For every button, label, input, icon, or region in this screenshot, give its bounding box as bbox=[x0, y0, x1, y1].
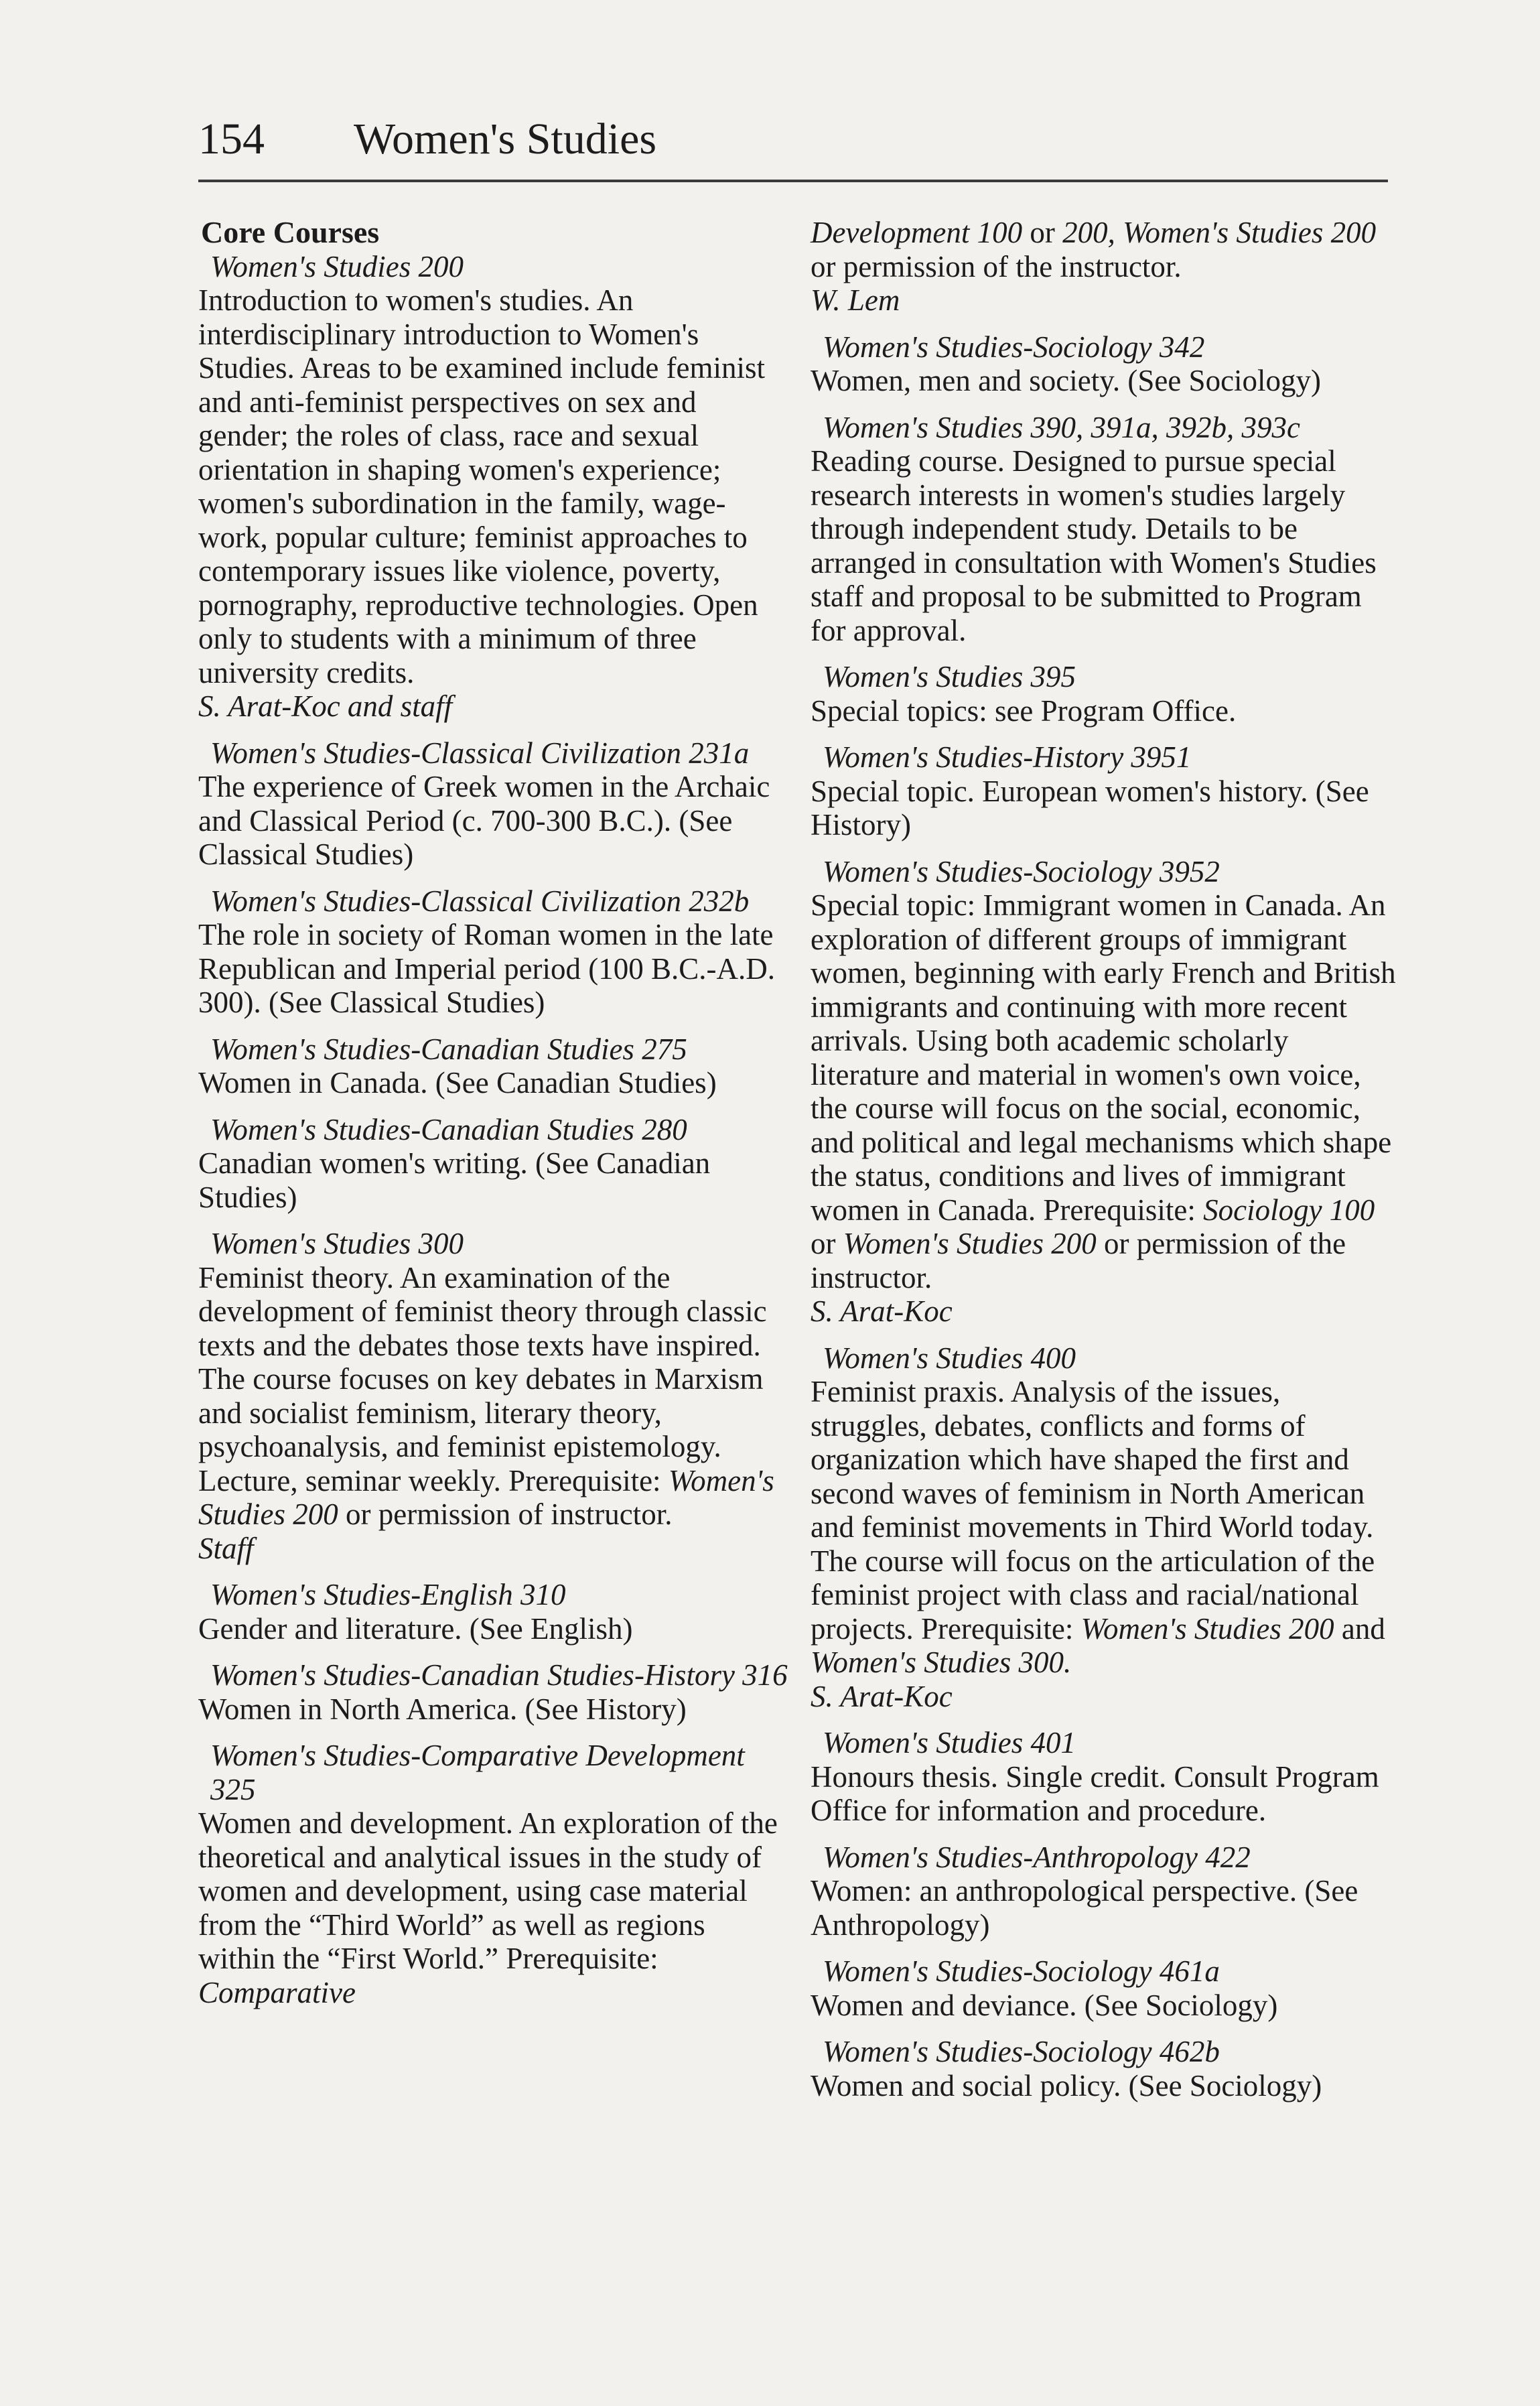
course-title: Women's Studies 400 bbox=[823, 1341, 1076, 1375]
course-entry bbox=[811, 855, 1400, 1329]
prerequisite-course: Sociology 100 bbox=[1203, 1193, 1375, 1227]
course-title: Women's Studies 395 bbox=[823, 660, 1076, 693]
course-title: Women's Studies-Sociology 461a bbox=[823, 1954, 1220, 1988]
page-number: 154 bbox=[198, 115, 265, 163]
description-text: Feminist theory. An examination of the development of feminist theory through classic texts and the debates those texts have inspired. The course focuses on key debates in Marxism and socialist feminism, literary theory, psychoanalysis, and feminist epistemology. Lecture, seminar weekly. Prerequisite: bbox=[198, 1260, 767, 1497]
course-entry bbox=[811, 2035, 1400, 2102]
course-title: Women's Studies-Sociology 3952 bbox=[823, 854, 1220, 888]
course-description: Honours thesis. Single credit. Consult Program Office for information and procedure. bbox=[811, 1759, 1379, 1827]
course-instructor: S. Arat-Koc bbox=[811, 1294, 953, 1328]
course-entry bbox=[198, 1032, 788, 1100]
course-entry bbox=[811, 1954, 1400, 2022]
prerequisite-course: Women's Studies 200 bbox=[1080, 1611, 1334, 1646]
course-entry bbox=[811, 1841, 1400, 1942]
course-description: Special topics: see Program Office. bbox=[811, 693, 1237, 728]
course-title: Women's Studies-Canadian Studies-History 316 bbox=[210, 1658, 788, 1692]
description-text: Special topic: Immigrant women in Canada. An exploration of different groups of immigrant women, beginning with early French and British immigrants and continuing with more recent arrivals. Using both academic scholarly literature and material in women's own voice, the course will focus on the social, economic, and political and legal mechanisms which shape the status, conditions and lives of immigrant women in Canada. Prerequisite: bbox=[811, 888, 1396, 1227]
course-title: Women's Studies-Sociology 462b bbox=[823, 2035, 1220, 2068]
description-text: Women and development. An exploration of the theoretical and analytical issues in the study of women and development, using case material from the “Third World” as well as regions within the “First World.” Prerequisite: bbox=[198, 1806, 778, 1975]
description-text: or permission of instructor. bbox=[338, 1497, 673, 1531]
course-continuation bbox=[811, 216, 1400, 318]
course-instructor: W. Lem bbox=[811, 283, 900, 317]
description-text: or bbox=[811, 1227, 843, 1260]
course-description: Women in Canada. (See Canadian Studies) bbox=[198, 1066, 717, 1099]
prerequisite-course: Development 100 bbox=[811, 216, 1023, 249]
course-entry bbox=[198, 1227, 788, 1565]
course-entry bbox=[811, 1726, 1400, 1828]
course-entry bbox=[198, 736, 788, 872]
prerequisite-course: 200, Women's Studies 200 bbox=[1062, 216, 1377, 249]
prerequisite-course: Comparative bbox=[198, 1975, 356, 2009]
course-description: Women and social policy. (See Sociology) bbox=[811, 2068, 1322, 2102]
page-heading: Women's Studies bbox=[354, 115, 657, 163]
course-description bbox=[811, 1375, 1400, 1680]
prerequisite-course: Women's Studies 200 bbox=[198, 1463, 774, 1531]
description-text: and bbox=[1334, 1611, 1385, 1646]
description-text: Feminist praxis. Analysis of the issues, struggles, debates, conflicts and forms of organization which have shaped the first and second waves of feminism in North American and feminist movements in Third World today. The course will focus on the articulation of the feminist project with class and racial/national projects. Prerequisite: bbox=[811, 1375, 1375, 1646]
course-description: Gender and literature. (See English) bbox=[198, 1611, 633, 1646]
course-entry bbox=[811, 740, 1400, 842]
course-entry bbox=[198, 1578, 788, 1646]
left-column bbox=[198, 216, 788, 2022]
course-description bbox=[198, 1806, 788, 2009]
description-text: or permission of the instructor. bbox=[811, 1227, 1346, 1294]
course-title: Women's Studies 300 bbox=[210, 1227, 464, 1260]
course-description: Reading course. Designed to pursue special research interests in women's studies largely through independent study. Details to be arranged in consultation with Women's Studies staff and proposal to be submitted to Program for approval. bbox=[811, 444, 1377, 647]
course-instructor: S. Arat-Koc and staff bbox=[198, 689, 453, 723]
course-title: Women's Studies-English 310 bbox=[210, 1578, 566, 1611]
course-title: Women's Studies 390, 391a, 392b, 393c bbox=[823, 410, 1300, 444]
course-title: Women's Studies-Anthropology 422 bbox=[823, 1840, 1251, 1874]
course-description: Special topic. European women's history. (See History) bbox=[811, 774, 1369, 842]
page-header bbox=[198, 107, 1388, 182]
course-entry bbox=[198, 250, 788, 724]
course-description: The experience of Greek women in the Archaic and Classical Period (c. 700-300 B.C.). (See Classical Studies) bbox=[198, 770, 770, 871]
prerequisite-course: Women's Studies 200 bbox=[843, 1227, 1097, 1260]
course-description: Women in North America. (See History) bbox=[198, 1692, 687, 1726]
course-description: Women and deviance. (See Sociology) bbox=[811, 1988, 1278, 2022]
course-description: Women, men and society. (See Sociology) bbox=[811, 364, 1322, 397]
course-entry bbox=[811, 411, 1400, 648]
section-title: Core Courses bbox=[201, 215, 380, 249]
course-title: Women's Studies-Classical Civilization 232b bbox=[210, 884, 750, 918]
course-description: Women: an anthropological perspective. (See Anthropology) bbox=[811, 1874, 1358, 1942]
course-title: Women's Studies-Classical Civilization 231a bbox=[210, 736, 750, 770]
course-description: The role in society of Roman women in the late Republican and Imperial period (100 B.C.-A.D. 300). (See Classical Studies) bbox=[198, 918, 776, 1019]
course-title: Women's Studies 200 bbox=[210, 249, 464, 283]
course-title: Women's Studies-History 3951 bbox=[823, 740, 1192, 774]
course-entry bbox=[198, 1658, 788, 1726]
course-title: Women's Studies-Canadian Studies 275 bbox=[210, 1032, 687, 1066]
course-entry bbox=[811, 660, 1400, 728]
course-title: Women's Studies-Canadian Studies 280 bbox=[210, 1112, 687, 1146]
description-text: or permission of the instructor. bbox=[811, 249, 1182, 283]
course-description: Canadian women's writing. (See Canadian Studies) bbox=[198, 1146, 711, 1214]
course-entry bbox=[811, 330, 1400, 398]
course-entry bbox=[198, 1113, 788, 1215]
course-instructor: S. Arat-Koc bbox=[811, 1679, 953, 1713]
course-description bbox=[811, 888, 1400, 1294]
course-entry bbox=[198, 884, 788, 1020]
right-column bbox=[811, 216, 1400, 2115]
prerequisite-course: Women's Studies 300. bbox=[811, 1646, 1072, 1679]
course-description: Introduction to women's studies. An interdisciplinary introduction to Women's Studies. Areas to be examined include feminist and anti-feminist perspectives on sex and gender; the roles of class, race and sexual orientation in shaping women's experience; women's subordination in the family, wage-work, popular culture; feminist approaches to contemporary issues like violence, poverty, pornography, reproductive technologies. Open only to students with a minimum of three university credits. bbox=[198, 283, 766, 689]
course-entry bbox=[811, 1341, 1400, 1714]
course-title: Women's Studies 401 bbox=[823, 1726, 1076, 1759]
course-entry bbox=[198, 1739, 788, 2009]
course-title: Women's Studies-Comparative Development 325 bbox=[210, 1739, 745, 1806]
description-text: or bbox=[1022, 216, 1063, 249]
course-instructor: Staff bbox=[198, 1531, 254, 1565]
course-description bbox=[811, 216, 1400, 283]
course-description bbox=[198, 1261, 788, 1532]
course-title: Women's Studies-Sociology 342 bbox=[823, 330, 1205, 364]
